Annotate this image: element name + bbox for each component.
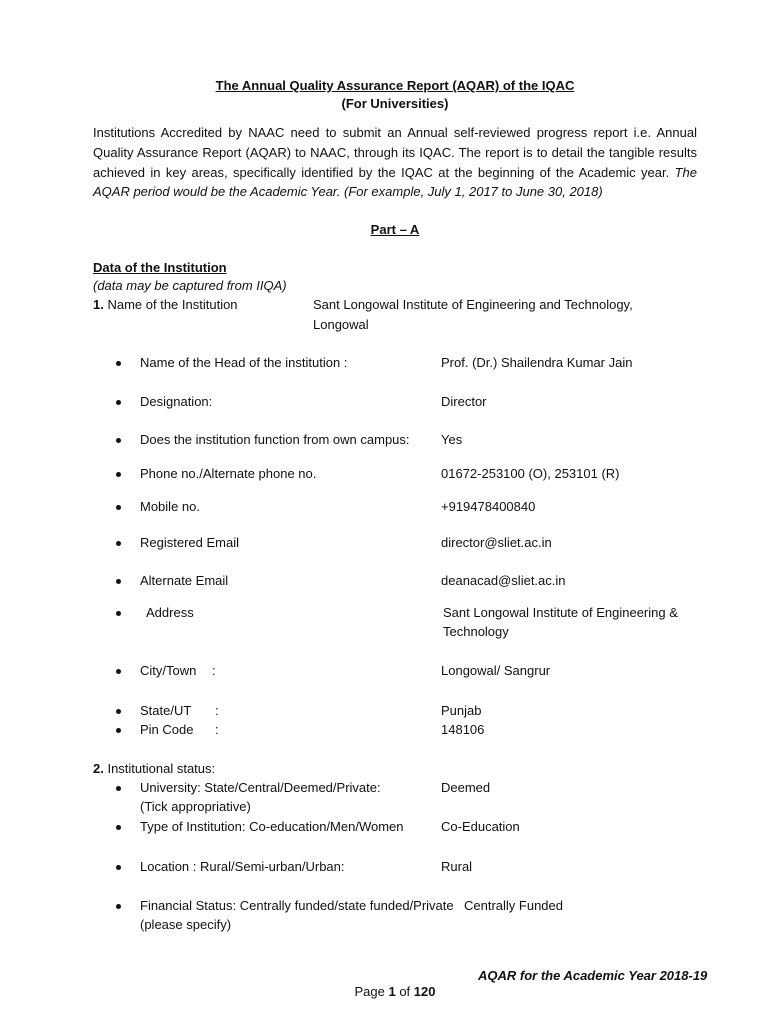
mobile-label: Mobile no.	[140, 499, 200, 514]
email-value: director@sliet.ac.in	[441, 535, 552, 550]
address-value-2: Technology	[443, 624, 509, 639]
institution-name-label	[93, 295, 238, 314]
bullet-icon	[116, 728, 121, 733]
type-label: Type of Institution: Co-education/Men/Women	[140, 819, 404, 834]
footer-academic-year: AQAR for the Academic Year 2018-19	[478, 968, 708, 983]
phone-label: Phone no./Alternate phone no.	[140, 466, 317, 481]
pin-label: Pin Code	[140, 722, 194, 737]
section2-heading-text: Institutional status:	[107, 761, 216, 776]
bullet-icon	[116, 438, 121, 443]
institution-name-value-2: Longowal	[313, 317, 369, 332]
institution-name-number: 1.	[93, 297, 104, 312]
page-of: of	[395, 984, 414, 999]
financial-value: Centrally Funded	[464, 898, 563, 913]
designation-label: Designation:	[140, 394, 213, 409]
pin-value: 148106	[441, 722, 485, 737]
section2-number: 2.	[93, 761, 104, 776]
institution-name-value-1: Sant Longowal Institute of Engineering and Technology,	[313, 297, 633, 312]
intro-paragraph	[93, 123, 697, 202]
pin-colon: :	[215, 722, 219, 737]
location-value: Rural	[441, 859, 473, 874]
head-value: Prof. (Dr.) Shailendra Kumar Jain	[441, 355, 633, 370]
type-value: Co-Education	[441, 819, 520, 834]
bullet-icon	[116, 904, 121, 909]
phone-value: 01672-253100 (O), 253101 (R)	[441, 466, 620, 481]
state-colon: :	[215, 703, 219, 718]
designation-value: Director	[441, 394, 487, 409]
university-note: (Tick appropriative)	[140, 799, 251, 814]
city-label: City/Town	[140, 663, 197, 678]
section1-heading: Data of the Institution	[93, 260, 227, 275]
mobile-value: +919478400840	[441, 499, 536, 514]
bullet-icon	[116, 786, 121, 791]
state-value: Punjab	[441, 703, 482, 718]
report-subtitle: (For Universities)	[341, 96, 449, 111]
bullet-icon	[116, 541, 121, 546]
bullet-icon	[116, 669, 121, 674]
bullet-icon	[116, 472, 121, 477]
page-total: 120	[413, 984, 436, 999]
bullet-icon	[116, 400, 121, 405]
institution-name-label-text: Name of the Institution	[107, 297, 238, 312]
bullet-icon	[116, 709, 121, 714]
page-current: 1	[388, 984, 396, 999]
head-label: Name of the Head of the institution :	[140, 355, 348, 370]
part-a-heading: Part – A	[370, 222, 420, 237]
bullet-icon	[116, 865, 121, 870]
bullet-icon	[116, 361, 121, 366]
intro-italic-text: The AQAR period would be the Academic Year. (For example, July 1, 2017 to June 30, 2018)	[93, 164, 697, 200]
section2-heading	[93, 759, 215, 778]
address-value-1: Sant Longowal Institute of Engineering &	[443, 605, 678, 620]
campus-label: Does the institution function from own campus:	[140, 432, 410, 447]
page-prefix: Page	[354, 984, 389, 999]
address-label: Address	[146, 605, 194, 620]
financial-label: Financial Status: Centrally funded/state funded/Private	[140, 898, 454, 913]
bullet-icon	[116, 611, 121, 616]
bullet-icon	[116, 505, 121, 510]
report-title: The Annual Quality Assurance Report (AQAR) of the IQAC	[215, 78, 575, 93]
email-label: Registered Email	[140, 535, 239, 550]
bullet-icon	[116, 825, 121, 830]
state-label: State/UT	[140, 703, 192, 718]
alt-email-value: deanacad@sliet.ac.in	[441, 573, 566, 588]
page-number	[0, 982, 770, 1001]
university-label: University: State/Central/Deemed/Private:	[140, 780, 381, 795]
bullet-icon	[116, 579, 121, 584]
section1-note: (data may be captured from IIQA)	[93, 278, 287, 293]
financial-note: (please specify)	[140, 917, 232, 932]
location-label: Location : Rural/Semi-urban/Urban:	[140, 859, 345, 874]
university-value: Deemed	[441, 780, 491, 795]
alt-email-label: Alternate Email	[140, 573, 229, 588]
city-value: Longowal/ Sangrur	[441, 663, 551, 678]
city-colon: :	[212, 663, 216, 678]
campus-value: Yes	[441, 432, 463, 447]
intro-text: Institutions Accredited by NAAC need to submit an Annual self-reviewed progress report i.e. Annual Quality Assurance Report (AQAR) to NAAC, through its IQAC. The report is to detail the tangible results achieved in key areas, specifically identified by the IQAC at the beginning of the Academic year.	[93, 125, 697, 180]
